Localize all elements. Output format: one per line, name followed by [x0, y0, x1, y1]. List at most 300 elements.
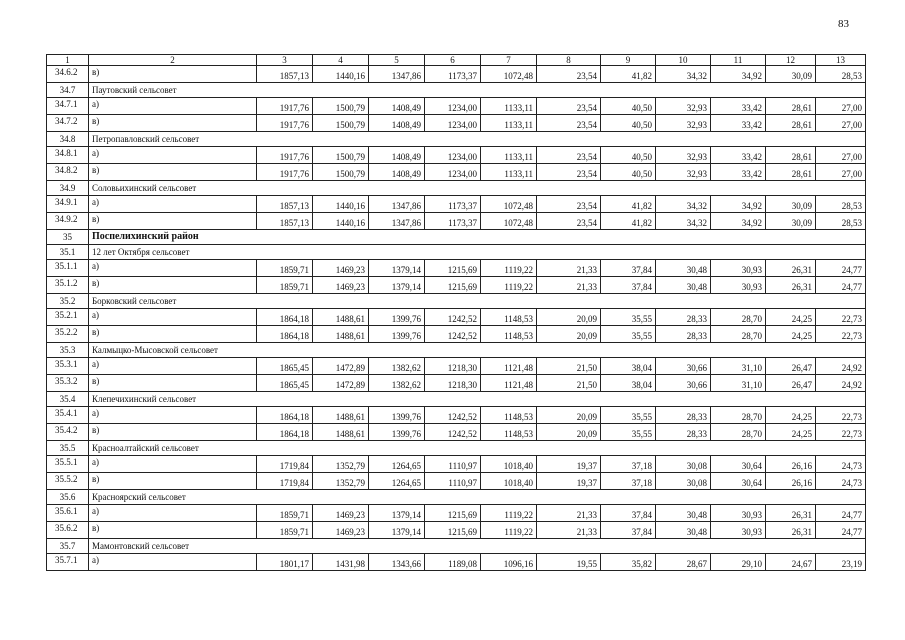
- value-cell-col-8: 23,54: [537, 196, 601, 213]
- row-code: 35.7.1: [47, 554, 89, 571]
- value-cell-col-12: 26,47: [766, 375, 816, 392]
- value-cell-col-5: 1264,65: [369, 456, 425, 473]
- value-cell-col-11: 34,92: [711, 66, 766, 83]
- row-letter: а): [89, 358, 257, 375]
- value-cell-col-8: 20,09: [537, 424, 601, 441]
- table-row: [47, 66, 866, 83]
- value-cell-col-5: 1379,14: [369, 260, 425, 277]
- value-cell-col-11: 30,93: [711, 522, 766, 539]
- section-name: Паутовский сельсовет: [89, 83, 866, 98]
- row-code: 35.6.2: [47, 522, 89, 539]
- table-row: [47, 505, 866, 522]
- row-code: 35.1: [47, 245, 89, 260]
- row-letter: в): [89, 375, 257, 392]
- value-cell-col-12: 26,16: [766, 456, 816, 473]
- value-cell-col-7: 1119,22: [481, 277, 537, 294]
- row-letter: а): [89, 98, 257, 115]
- row-code: 34.9: [47, 181, 89, 196]
- value-cell-col-6: 1215,69: [425, 522, 481, 539]
- row-letter: а): [89, 456, 257, 473]
- value-cell-col-6: 1189,08: [425, 554, 481, 571]
- value-cell-col-7: 1119,22: [481, 522, 537, 539]
- value-cell-col-3: 1857,13: [257, 213, 313, 230]
- value-cell-col-6: 1218,30: [425, 375, 481, 392]
- value-cell-col-4: 1472,89: [313, 358, 369, 375]
- table-row: [47, 147, 866, 164]
- table-row: [47, 277, 866, 294]
- section-heading-row: [47, 181, 866, 196]
- row-code: 35.1.2: [47, 277, 89, 294]
- value-cell-col-11: 33,42: [711, 98, 766, 115]
- value-cell-col-5: 1399,76: [369, 326, 425, 343]
- section-name: Мамонтовский сельсовет: [89, 539, 866, 554]
- value-cell-col-12: 24,67: [766, 554, 816, 571]
- section-heading-row: [47, 490, 866, 505]
- value-cell-col-12: 28,61: [766, 98, 816, 115]
- value-cell-col-3: 1917,76: [257, 147, 313, 164]
- value-cell-col-12: 24,25: [766, 424, 816, 441]
- section-heading-row: [47, 245, 866, 260]
- value-cell-col-5: 1408,49: [369, 115, 425, 132]
- value-cell-col-3: 1719,84: [257, 456, 313, 473]
- value-cell-col-11: 31,10: [711, 358, 766, 375]
- value-cell-col-7: 1148,53: [481, 407, 537, 424]
- row-letter: в): [89, 164, 257, 181]
- value-cell-col-13: 28,53: [816, 213, 866, 230]
- value-cell-col-8: 20,09: [537, 407, 601, 424]
- value-cell-col-5: 1379,14: [369, 277, 425, 294]
- table-row: [47, 309, 866, 326]
- value-cell-col-12: 28,61: [766, 115, 816, 132]
- row-code: 35.4.1: [47, 407, 89, 424]
- value-cell-col-10: 30,48: [656, 277, 711, 294]
- value-cell-col-10: 30,08: [656, 456, 711, 473]
- section-name: Калмыцко-Мысовской сельсовет: [89, 343, 866, 358]
- value-cell-col-4: 1352,79: [313, 473, 369, 490]
- value-cell-col-7: 1018,40: [481, 456, 537, 473]
- row-code: 35.5.1: [47, 456, 89, 473]
- value-cell-col-11: 33,42: [711, 164, 766, 181]
- value-cell-col-9: 40,50: [601, 147, 656, 164]
- value-cell-col-10: 32,93: [656, 115, 711, 132]
- value-cell-col-11: 30,93: [711, 505, 766, 522]
- value-cell-col-12: 26,31: [766, 277, 816, 294]
- value-cell-col-4: 1500,79: [313, 147, 369, 164]
- value-cell-col-12: 30,09: [766, 66, 816, 83]
- value-cell-col-7: 1119,22: [481, 260, 537, 277]
- row-code: 35.7: [47, 539, 89, 554]
- table-row: [47, 115, 866, 132]
- section-heading-row: [47, 132, 866, 147]
- value-cell-col-4: 1488,61: [313, 407, 369, 424]
- value-cell-col-10: 30,48: [656, 505, 711, 522]
- row-letter: в): [89, 66, 257, 83]
- row-code: 35.4.2: [47, 424, 89, 441]
- value-cell-col-5: 1399,76: [369, 309, 425, 326]
- value-cell-col-10: 30,08: [656, 473, 711, 490]
- row-code: 35.2.2: [47, 326, 89, 343]
- value-cell-col-8: 20,09: [537, 309, 601, 326]
- value-cell-col-12: 24,25: [766, 309, 816, 326]
- row-code: 34.8: [47, 132, 89, 147]
- table-row: [47, 213, 866, 230]
- value-cell-col-3: 1865,45: [257, 375, 313, 392]
- row-code: 34.7: [47, 83, 89, 98]
- row-code: 35.1.1: [47, 260, 89, 277]
- value-cell-col-10: 30,66: [656, 375, 711, 392]
- value-cell-col-7: 1072,48: [481, 213, 537, 230]
- row-code: 35.6: [47, 490, 89, 505]
- value-cell-col-3: 1857,13: [257, 66, 313, 83]
- value-cell-col-3: 1917,76: [257, 164, 313, 181]
- value-cell-col-5: 1382,62: [369, 375, 425, 392]
- row-code: 34.6.2: [47, 66, 89, 83]
- value-cell-col-4: 1488,61: [313, 309, 369, 326]
- row-code: 34.8.1: [47, 147, 89, 164]
- value-cell-col-5: 1264,65: [369, 473, 425, 490]
- value-cell-col-11: 28,70: [711, 326, 766, 343]
- column-number-10: 10: [656, 55, 711, 66]
- district-name: Поспелихинский район: [89, 230, 866, 245]
- value-cell-col-7: 1148,53: [481, 326, 537, 343]
- value-cell-col-9: 35,55: [601, 424, 656, 441]
- value-cell-col-6: 1215,69: [425, 260, 481, 277]
- value-cell-col-3: 1859,71: [257, 260, 313, 277]
- value-cell-col-6: 1173,37: [425, 66, 481, 83]
- value-cell-col-13: 23,19: [816, 554, 866, 571]
- value-cell-col-9: 37,84: [601, 277, 656, 294]
- value-cell-col-11: 28,70: [711, 309, 766, 326]
- value-cell-col-8: 23,54: [537, 164, 601, 181]
- row-letter: а): [89, 309, 257, 326]
- row-code: 35.5: [47, 441, 89, 456]
- value-cell-col-4: 1472,89: [313, 375, 369, 392]
- table-row: [47, 456, 866, 473]
- value-cell-col-10: 32,93: [656, 147, 711, 164]
- value-cell-col-13: 27,00: [816, 164, 866, 181]
- value-cell-col-7: 1096,16: [481, 554, 537, 571]
- row-code: 35: [47, 230, 89, 245]
- column-number-2: 2: [89, 55, 257, 66]
- value-cell-col-13: 22,73: [816, 326, 866, 343]
- value-cell-col-7: 1119,22: [481, 505, 537, 522]
- value-cell-col-6: 1234,00: [425, 115, 481, 132]
- column-number-11: 11: [711, 55, 766, 66]
- value-cell-col-5: 1347,86: [369, 196, 425, 213]
- value-cell-col-13: 24,73: [816, 456, 866, 473]
- value-cell-col-9: 40,50: [601, 164, 656, 181]
- value-cell-col-9: 37,18: [601, 456, 656, 473]
- value-cell-col-4: 1440,16: [313, 213, 369, 230]
- value-cell-col-11: 30,64: [711, 456, 766, 473]
- value-cell-col-6: 1173,37: [425, 213, 481, 230]
- row-code: 35.3.1: [47, 358, 89, 375]
- value-cell-col-4: 1488,61: [313, 326, 369, 343]
- value-cell-col-9: 41,82: [601, 213, 656, 230]
- value-cell-col-7: 1133,11: [481, 164, 537, 181]
- value-cell-col-9: 37,84: [601, 260, 656, 277]
- value-cell-col-10: 30,66: [656, 358, 711, 375]
- value-cell-col-4: 1500,79: [313, 164, 369, 181]
- value-cell-col-8: 19,55: [537, 554, 601, 571]
- value-cell-col-4: 1469,23: [313, 260, 369, 277]
- value-cell-col-13: 28,53: [816, 196, 866, 213]
- value-cell-col-7: 1072,48: [481, 66, 537, 83]
- value-cell-col-10: 28,33: [656, 424, 711, 441]
- value-cell-col-11: 31,10: [711, 375, 766, 392]
- value-cell-col-4: 1469,23: [313, 505, 369, 522]
- value-cell-col-9: 41,82: [601, 66, 656, 83]
- value-cell-col-3: 1864,18: [257, 326, 313, 343]
- value-cell-col-8: 21,33: [537, 522, 601, 539]
- tariff-table: [46, 54, 866, 571]
- value-cell-col-4: 1500,79: [313, 115, 369, 132]
- value-cell-col-11: 29,10: [711, 554, 766, 571]
- column-number-3: 3: [257, 55, 313, 66]
- value-cell-col-9: 35,82: [601, 554, 656, 571]
- value-cell-col-10: 32,93: [656, 98, 711, 115]
- value-cell-col-12: 30,09: [766, 213, 816, 230]
- value-cell-col-13: 22,73: [816, 309, 866, 326]
- table-row: [47, 473, 866, 490]
- value-cell-col-13: 24,92: [816, 358, 866, 375]
- value-cell-col-6: 1215,69: [425, 505, 481, 522]
- value-cell-col-12: 26,31: [766, 260, 816, 277]
- value-cell-col-9: 40,50: [601, 115, 656, 132]
- value-cell-col-11: 30,93: [711, 277, 766, 294]
- value-cell-col-3: 1917,76: [257, 98, 313, 115]
- value-cell-col-6: 1234,00: [425, 164, 481, 181]
- value-cell-col-8: 23,54: [537, 213, 601, 230]
- row-code: 35.5.2: [47, 473, 89, 490]
- column-number-6: 6: [425, 55, 481, 66]
- value-cell-col-8: 19,37: [537, 456, 601, 473]
- value-cell-col-11: 34,92: [711, 213, 766, 230]
- value-cell-col-9: 35,55: [601, 407, 656, 424]
- value-cell-col-9: 37,84: [601, 505, 656, 522]
- value-cell-col-7: 1018,40: [481, 473, 537, 490]
- table-row: [47, 375, 866, 392]
- value-cell-col-9: 35,55: [601, 326, 656, 343]
- value-cell-col-6: 1110,97: [425, 456, 481, 473]
- column-number-5: 5: [369, 55, 425, 66]
- value-cell-col-13: 24,77: [816, 260, 866, 277]
- section-name: Красноалтайский сельсовет: [89, 441, 866, 456]
- value-cell-col-4: 1440,16: [313, 196, 369, 213]
- value-cell-col-6: 1218,30: [425, 358, 481, 375]
- table-row: [47, 554, 866, 571]
- value-cell-col-7: 1133,11: [481, 115, 537, 132]
- row-letter: а): [89, 505, 257, 522]
- value-cell-col-9: 35,55: [601, 309, 656, 326]
- value-cell-col-6: 1173,37: [425, 196, 481, 213]
- section-name: 12 лет Октября сельсовет: [89, 245, 866, 260]
- value-cell-col-3: 1859,71: [257, 505, 313, 522]
- value-cell-col-7: 1072,48: [481, 196, 537, 213]
- value-cell-col-3: 1719,84: [257, 473, 313, 490]
- value-cell-col-11: 34,92: [711, 196, 766, 213]
- row-code: 35.2.1: [47, 309, 89, 326]
- row-letter: а): [89, 196, 257, 213]
- district-heading-row: [47, 230, 866, 245]
- table-row: [47, 98, 866, 115]
- value-cell-col-10: 30,48: [656, 522, 711, 539]
- value-cell-col-9: 38,04: [601, 358, 656, 375]
- value-cell-col-13: 22,73: [816, 407, 866, 424]
- row-code: 34.7.1: [47, 98, 89, 115]
- table-row: [47, 196, 866, 213]
- table-row: [47, 424, 866, 441]
- section-heading-row: [47, 294, 866, 309]
- row-letter: в): [89, 522, 257, 539]
- value-cell-col-9: 37,84: [601, 522, 656, 539]
- row-letter: а): [89, 147, 257, 164]
- section-name: Борковский сельсовет: [89, 294, 866, 309]
- section-name: Красноярский сельсовет: [89, 490, 866, 505]
- section-name: Соловьихинский сельсовет: [89, 181, 866, 196]
- value-cell-col-7: 1121,48: [481, 358, 537, 375]
- value-cell-col-5: 1399,76: [369, 407, 425, 424]
- row-letter: а): [89, 554, 257, 571]
- value-cell-col-5: 1382,62: [369, 358, 425, 375]
- value-cell-col-12: 24,25: [766, 407, 816, 424]
- row-code: 34.9.1: [47, 196, 89, 213]
- value-cell-col-13: 24,77: [816, 277, 866, 294]
- value-cell-col-11: 33,42: [711, 115, 766, 132]
- value-cell-col-6: 1215,69: [425, 277, 481, 294]
- section-heading-row: [47, 392, 866, 407]
- value-cell-col-7: 1121,48: [481, 375, 537, 392]
- table-row: [47, 260, 866, 277]
- row-code: 35.4: [47, 392, 89, 407]
- value-cell-col-6: 1242,52: [425, 309, 481, 326]
- value-cell-col-7: 1133,11: [481, 147, 537, 164]
- value-cell-col-8: 19,37: [537, 473, 601, 490]
- row-code: 35.6.1: [47, 505, 89, 522]
- value-cell-col-5: 1408,49: [369, 147, 425, 164]
- row-letter: в): [89, 326, 257, 343]
- value-cell-col-5: 1379,14: [369, 522, 425, 539]
- value-cell-col-8: 21,50: [537, 375, 601, 392]
- value-cell-col-9: 40,50: [601, 98, 656, 115]
- value-cell-col-3: 1859,71: [257, 277, 313, 294]
- column-number-9: 9: [601, 55, 656, 66]
- value-cell-col-6: 1234,00: [425, 98, 481, 115]
- section-heading-row: [47, 343, 866, 358]
- value-cell-col-13: 28,53: [816, 66, 866, 83]
- row-code: 35.3.2: [47, 375, 89, 392]
- value-cell-col-12: 30,09: [766, 196, 816, 213]
- value-cell-col-11: 30,93: [711, 260, 766, 277]
- value-cell-col-13: 24,77: [816, 505, 866, 522]
- value-cell-col-8: 21,33: [537, 277, 601, 294]
- value-cell-col-10: 34,32: [656, 66, 711, 83]
- value-cell-col-12: 26,16: [766, 473, 816, 490]
- value-cell-col-12: 28,61: [766, 147, 816, 164]
- value-cell-col-10: 34,32: [656, 213, 711, 230]
- table-row: [47, 522, 866, 539]
- value-cell-col-13: 22,73: [816, 424, 866, 441]
- column-number-13: 13: [816, 55, 866, 66]
- row-letter: в): [89, 115, 257, 132]
- value-cell-col-5: 1408,49: [369, 98, 425, 115]
- column-number-12: 12: [766, 55, 816, 66]
- value-cell-col-11: 33,42: [711, 147, 766, 164]
- value-cell-col-7: 1148,53: [481, 424, 537, 441]
- row-letter: а): [89, 260, 257, 277]
- column-number-7: 7: [481, 55, 537, 66]
- page-number: 83: [838, 18, 849, 30]
- section-heading-row: [47, 83, 866, 98]
- value-cell-col-3: 1857,13: [257, 196, 313, 213]
- column-number-4: 4: [313, 55, 369, 66]
- value-cell-col-8: 20,09: [537, 326, 601, 343]
- value-cell-col-3: 1865,45: [257, 358, 313, 375]
- value-cell-col-8: 23,54: [537, 98, 601, 115]
- value-cell-col-10: 34,32: [656, 196, 711, 213]
- value-cell-col-5: 1347,86: [369, 213, 425, 230]
- value-cell-col-10: 28,33: [656, 326, 711, 343]
- value-cell-col-5: 1408,49: [369, 164, 425, 181]
- value-cell-col-6: 1242,52: [425, 424, 481, 441]
- value-cell-col-12: 28,61: [766, 164, 816, 181]
- column-number-8: 8: [537, 55, 601, 66]
- value-cell-col-3: 1859,71: [257, 522, 313, 539]
- value-cell-col-4: 1431,98: [313, 554, 369, 571]
- value-cell-col-13: 27,00: [816, 98, 866, 115]
- row-code: 34.8.2: [47, 164, 89, 181]
- value-cell-col-10: 30,48: [656, 260, 711, 277]
- value-cell-col-7: 1133,11: [481, 98, 537, 115]
- row-letter: а): [89, 407, 257, 424]
- section-heading-row: [47, 441, 866, 456]
- value-cell-col-4: 1352,79: [313, 456, 369, 473]
- section-heading-row: [47, 539, 866, 554]
- value-cell-col-5: 1347,86: [369, 66, 425, 83]
- value-cell-col-3: 1801,17: [257, 554, 313, 571]
- value-cell-col-3: 1864,18: [257, 407, 313, 424]
- value-cell-col-10: 28,33: [656, 407, 711, 424]
- column-number-1: 1: [47, 55, 89, 66]
- value-cell-col-8: 21,50: [537, 358, 601, 375]
- value-cell-col-6: 1242,52: [425, 326, 481, 343]
- section-name: Клепечихинский сельсовет: [89, 392, 866, 407]
- column-number-header-row: [47, 55, 866, 66]
- table-row: [47, 164, 866, 181]
- value-cell-col-13: 27,00: [816, 147, 866, 164]
- value-cell-col-5: 1343,66: [369, 554, 425, 571]
- value-cell-col-8: 23,54: [537, 66, 601, 83]
- value-cell-col-5: 1399,76: [369, 424, 425, 441]
- value-cell-col-11: 28,70: [711, 407, 766, 424]
- table-body: [47, 55, 866, 571]
- value-cell-col-5: 1379,14: [369, 505, 425, 522]
- value-cell-col-12: 26,31: [766, 505, 816, 522]
- value-cell-col-3: 1864,18: [257, 424, 313, 441]
- section-name: Петропавловский сельсовет: [89, 132, 866, 147]
- value-cell-col-9: 41,82: [601, 196, 656, 213]
- row-code: 35.2: [47, 294, 89, 309]
- value-cell-col-13: 24,92: [816, 375, 866, 392]
- row-letter: в): [89, 424, 257, 441]
- table-row: [47, 326, 866, 343]
- value-cell-col-8: 21,33: [537, 260, 601, 277]
- value-cell-col-11: 30,64: [711, 473, 766, 490]
- value-cell-col-4: 1488,61: [313, 424, 369, 441]
- value-cell-col-7: 1148,53: [481, 309, 537, 326]
- value-cell-col-11: 28,70: [711, 424, 766, 441]
- value-cell-col-4: 1469,23: [313, 522, 369, 539]
